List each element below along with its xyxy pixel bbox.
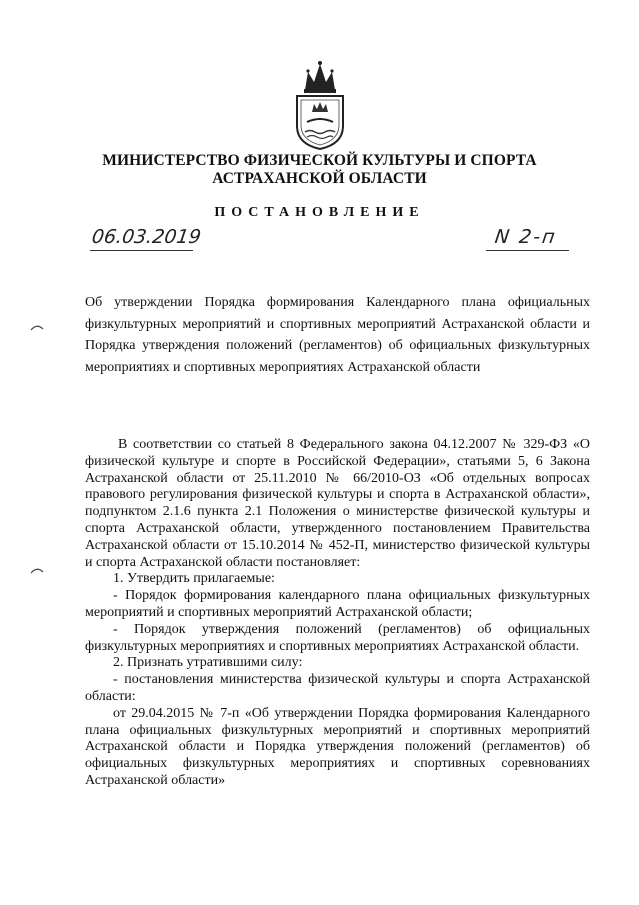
ministry-name [0, 152, 639, 188]
arc-mark-icon [30, 566, 44, 574]
number-underline [486, 250, 569, 251]
body-paragraph: В соответствии со статьей 8 Федерального закона 04.12.2007 № 329-ФЗ «О физической культуре и спорте в Российской Федерации», статьями 5, 6 Закона Астраханской области от 25.11.2010 № 66/2010-ОЗ «Об отдельных вопросах правового регулирования физической культуры и спорта в Астраханской области», подпунктом 2.1.6 пункта 2.1 Положения о министерстве физической культуры и спорта Астраханской области, утвержденного постановлением Правительства Астраханской области от 15.10.2014 № 452-П, министерство физической культуры и спорта Астраханской области постановляет: [85, 437, 590, 570]
body-paragraph: - Порядок формирования календарного плана официальных физкультурных мероприятий и спортивных мероприятий Астраханской области; [85, 588, 590, 620]
document-body [85, 437, 590, 790]
body-paragraph: 2. Признать утратившими силу: [113, 655, 303, 671]
body-paragraph: - постановления министерства физической культуры и спорта Астраханской области: [85, 672, 590, 704]
document-type: ПОСТАНОВЛЕНИЕ [214, 205, 425, 220]
body-paragraph: 1. Утвердить прилагаемые: [113, 571, 275, 587]
document-number: N 2-п [493, 226, 559, 248]
coat-of-arms-icon [293, 60, 347, 150]
body-paragraph: - Порядок утверждения положений (регламентов) об официальных физкультурных мероприятиях и спортивных мероприятиях Астраханской области. [85, 621, 590, 654]
ministry-name-line2: АСТРАХАНСКОЙ ОБЛАСТИ [212, 170, 427, 187]
arc-mark-icon [30, 323, 44, 331]
body-paragraph: от 29.04.2015 № 7-п «Об утверждении Порядка формирования Календарного плана официальных физкультурных мероприятий и спортивных мероприятий Астраханской области и Порядка утверждения положений (регламентов) об официальных физкультурных мероприятиях и спортивных соревнованиях Астраханской области» [85, 705, 590, 788]
ministry-name-line1: МИНИСТЕРСТВО ФИЗИЧЕСКОЙ КУЛЬТУРЫ И СПОРТА [102, 152, 537, 169]
document-subject: Об утверждении Порядка формирования Календарного плана официальных физкультурных мероприятий и спортивных мероприятий Астраханской области и Порядка утверждения положений (регламентов) об официальных физкультурных мероприятиях и спортивных мероприятиях Астраханской области [85, 295, 590, 375]
date-underline [90, 250, 193, 251]
document-date: 06.03.2019 [90, 226, 203, 248]
